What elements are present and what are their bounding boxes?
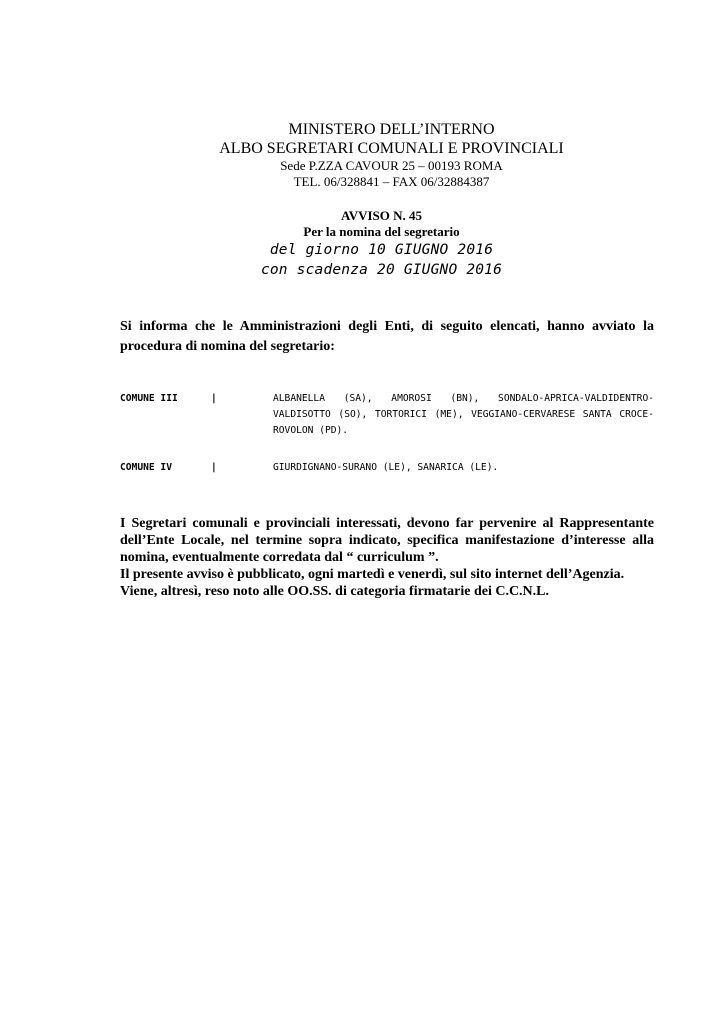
contact-numbers: TEL. 06/328841 – FAX 06/32884387: [293, 174, 490, 189]
intro-paragraph: Si informa che le Amministrazioni degli Enti, di seguito elencati, hanno avviato la procedura di nomina del segretario:: [120, 319, 654, 354]
letterhead: [0, 120, 723, 190]
notice-date: del giorno 10 GIUGNO 2016: [269, 242, 494, 258]
office-address: Sede P.ZZA CAVOUR 25 – 00193 ROMA: [280, 158, 503, 173]
notice-number: AVVISO N. 45: [340, 208, 423, 223]
comune-towns-list: GIURDIGNANO-SURANO (LE), SANARICA (LE).: [273, 462, 499, 473]
comune-class-label: COMUNE IV: [120, 462, 172, 473]
comune-class-entry: [120, 391, 654, 441]
closing-paragraph-instructions: I Segretari comunali e provinciali interessati, devono far pervenire al Rappresentante dell’Ente Locale, nel termine sopra indicato, specifica manifestazione d’interesse alla nomina, eventualmente corredata dal “ curriculum ”.: [120, 516, 654, 565]
closing-paragraph-unions: Viene, altresì, reso noto alle OO.SS. di categoria firmatarie dei C.C.N.L.: [120, 584, 550, 599]
comune-separator: |: [211, 393, 217, 404]
notice-subject: Per la nomina del segretario: [303, 224, 460, 239]
notice-heading: [0, 208, 723, 280]
closing-section: [120, 515, 654, 600]
registry-name: ALBO SEGRETARI COMUNALI E PROVINCIALI: [219, 140, 564, 157]
comune-separator: |: [211, 462, 217, 473]
comune-towns-list: ALBANELLA (SA), AMOROSI (BN), SONDALO-APRICA-VALDIDENTRO-VALDISOTTO (SO), TORTORICI (ME), VEGGIANO-CERVARESE SANTA CROCE-ROVOLON (PD).: [273, 393, 654, 436]
closing-paragraph-publication: Il presente avviso è pubblicato, ogni martedì e venerdì, sul sito internet dell’Agenzia.: [120, 567, 625, 582]
ministry-name: MINISTERO DELL’INTERNO: [288, 121, 495, 138]
notice-deadline: con scadenza 20 GIUGNO 2016: [260, 262, 503, 278]
comune-class-entry: [120, 460, 654, 478]
comune-class-label: COMUNE III: [120, 393, 178, 404]
